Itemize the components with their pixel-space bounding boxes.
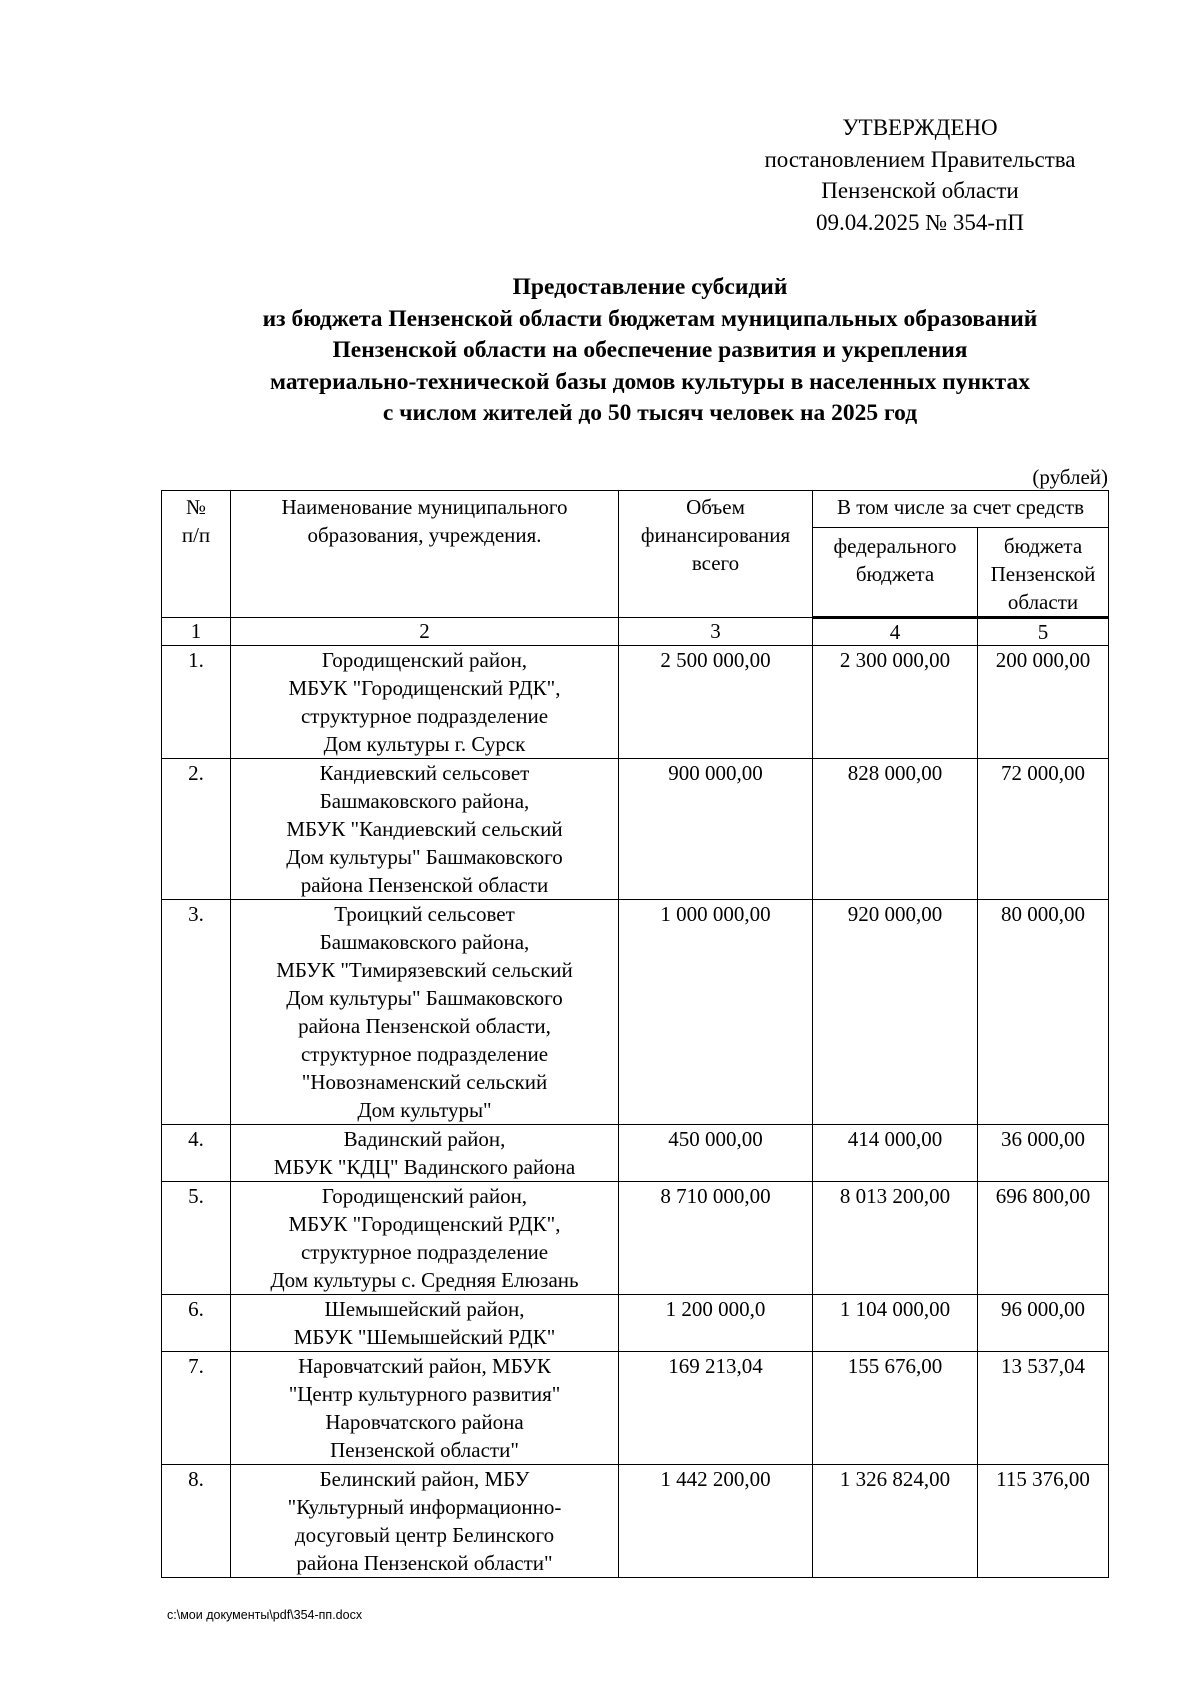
row-federal: 155 676,00 <box>813 1352 978 1465</box>
row-name-line: района Пензенской области, <box>298 1014 551 1038</box>
column-number: 1 <box>162 618 231 646</box>
column-number: 4 <box>813 618 978 646</box>
header-total: Объем финансирования всего <box>619 491 813 618</box>
row-federal: 920 000,00 <box>813 900 978 1125</box>
row-name <box>231 1352 619 1465</box>
subsidy-table <box>161 490 1109 1578</box>
row-name-line: Дом культуры г. Сурск <box>323 732 526 756</box>
row-name-line: Шемышейский район, <box>324 1297 525 1321</box>
header-including: В том числе за счет средств <box>813 491 1109 528</box>
header-federal: федерального бюджета <box>813 528 978 618</box>
row-total: 450 000,00 <box>619 1125 813 1182</box>
row-name-line: Дом культуры с. Средняя Елюзань <box>270 1268 579 1292</box>
row-name-line: Городищенский район, <box>321 648 528 672</box>
row-name-line: МБУК "Городищенский РДК", <box>288 676 561 700</box>
row-number: 8. <box>162 1465 231 1578</box>
approval-line-4: 09.04.2025 № 354-пП <box>815 209 1025 235</box>
column-number: 3 <box>619 618 813 646</box>
row-federal: 828 000,00 <box>813 759 978 900</box>
row-regional: 696 800,00 <box>978 1182 1109 1295</box>
table-row <box>162 1465 1109 1578</box>
row-name-line: Наровчатского района <box>325 1410 524 1434</box>
row-name-line: района Пензенской области" <box>296 1551 553 1575</box>
file-path-footer: c:\мои документы\pdf\354-пп.docx <box>167 1608 363 1622</box>
row-number: 1. <box>162 646 231 759</box>
table-row <box>162 1125 1109 1182</box>
row-federal: 8 013 200,00 <box>813 1182 978 1295</box>
row-regional: 80 000,00 <box>978 900 1109 1125</box>
row-total: 8 710 000,00 <box>619 1182 813 1295</box>
row-name <box>231 900 619 1125</box>
row-name-line: Башмаковского района, <box>319 789 530 813</box>
column-number: 5 <box>978 618 1109 646</box>
row-name <box>231 1182 619 1295</box>
row-name <box>231 1295 619 1352</box>
row-name <box>231 646 619 759</box>
approval-line-3: Пензенской области <box>821 178 1019 203</box>
row-name-line: досуговый центр Белинского <box>294 1523 555 1547</box>
row-regional: 200 000,00 <box>978 646 1109 759</box>
approval-stamp <box>730 112 1110 238</box>
row-regional: 36 000,00 <box>978 1125 1109 1182</box>
row-total: 169 213,04 <box>619 1352 813 1465</box>
approval-line-2: постановлением Правительства <box>764 146 1076 172</box>
row-total: 1 200 000,0 <box>619 1295 813 1352</box>
row-total: 2 500 000,00 <box>619 646 813 759</box>
column-numbers-row <box>162 618 1109 646</box>
document-title <box>160 272 1140 430</box>
table-row <box>162 646 1109 759</box>
row-name-line: Белинский район, МБУ <box>319 1467 530 1491</box>
row-name-line: Пензенской области" <box>330 1438 519 1462</box>
row-name-line: структурное подразделение <box>300 704 549 728</box>
row-number: 6. <box>162 1295 231 1352</box>
row-name-line: МБУК "Тимирязевский сельский <box>276 958 573 982</box>
row-regional: 72 000,00 <box>978 759 1109 900</box>
title-line-1: Предоставление субсидий <box>512 274 788 300</box>
row-number: 4. <box>162 1125 231 1182</box>
row-name <box>231 759 619 900</box>
row-regional: 96 000,00 <box>978 1295 1109 1352</box>
row-name-line: "Центр культурного развития" <box>288 1382 561 1406</box>
row-total: 900 000,00 <box>619 759 813 900</box>
row-federal: 414 000,00 <box>813 1125 978 1182</box>
row-regional: 13 537,04 <box>978 1352 1109 1465</box>
row-name-line: Дом культуры" Башмаковского <box>286 986 563 1010</box>
table-row <box>162 900 1109 1125</box>
row-name-line: МБУК "КДЦ" Вадинского района <box>273 1155 576 1179</box>
row-name <box>231 1125 619 1182</box>
row-number: 3. <box>162 900 231 1125</box>
row-name-line: Кандиевский сельсовет <box>319 761 530 785</box>
row-total: 1 442 200,00 <box>619 1465 813 1578</box>
row-name-line: Троицкий сельсовет <box>334 902 515 926</box>
row-name-line: "Новознаменский сельский <box>301 1070 548 1094</box>
title-line-2: из бюджета Пензенской области бюджетам муниципальных образований <box>262 305 1038 332</box>
table-row <box>162 1295 1109 1352</box>
approval-line-1: УТВЕРЖДЕНО <box>842 115 998 140</box>
row-name-line: структурное подразделение <box>300 1240 549 1264</box>
row-name <box>231 1465 619 1578</box>
row-federal: 2 300 000,00 <box>813 646 978 759</box>
header-number: № п/п <box>162 491 231 618</box>
row-number: 7. <box>162 1352 231 1465</box>
column-number: 2 <box>231 618 619 646</box>
row-name-line: МБУК "Шемышейский РДК" <box>293 1325 556 1349</box>
table-row <box>162 1182 1109 1295</box>
title-line-5: с числом жителей до 50 тысяч человек на 2025 год <box>382 400 918 426</box>
row-federal: 1 104 000,00 <box>813 1295 978 1352</box>
row-name-line: Дом культуры" Башмаковского <box>286 845 563 869</box>
table-row <box>162 1352 1109 1465</box>
row-name-line: структурное подразделение <box>300 1042 549 1066</box>
title-line-4: материально-технической базы домов культуры в населенных пунктах <box>270 368 1030 395</box>
units-label: (рублей) <box>1032 465 1108 489</box>
row-name-line: МБУК "Кандиевский сельский <box>286 817 563 841</box>
row-number: 5. <box>162 1182 231 1295</box>
row-regional: 115 376,00 <box>978 1465 1109 1578</box>
title-line-3: Пензенской области на обеспечение развития и укрепления <box>332 337 968 363</box>
row-name-line: Башмаковского района, <box>319 930 530 954</box>
table-row <box>162 759 1109 900</box>
row-name-line: Городищенский район, <box>321 1184 528 1208</box>
row-name-line: "Культурный информационно- <box>287 1495 562 1519</box>
row-federal: 1 326 824,00 <box>813 1465 978 1578</box>
header-name: Наименование муниципального образования, учреждения. <box>231 491 619 618</box>
row-number: 2. <box>162 759 231 900</box>
row-name-line: Дом культуры" <box>357 1098 492 1122</box>
row-name-line: Наровчатский район, МБУК <box>298 1354 551 1378</box>
header-regional: бюджета Пензенской области <box>978 528 1109 618</box>
row-total: 1 000 000,00 <box>619 900 813 1125</box>
row-name-line: Вадинский район, <box>343 1127 506 1151</box>
header-row-1 <box>162 491 1109 528</box>
row-name-line: МБУК "Городищенский РДК", <box>288 1212 561 1236</box>
row-name-line: района Пензенской области <box>300 873 549 897</box>
